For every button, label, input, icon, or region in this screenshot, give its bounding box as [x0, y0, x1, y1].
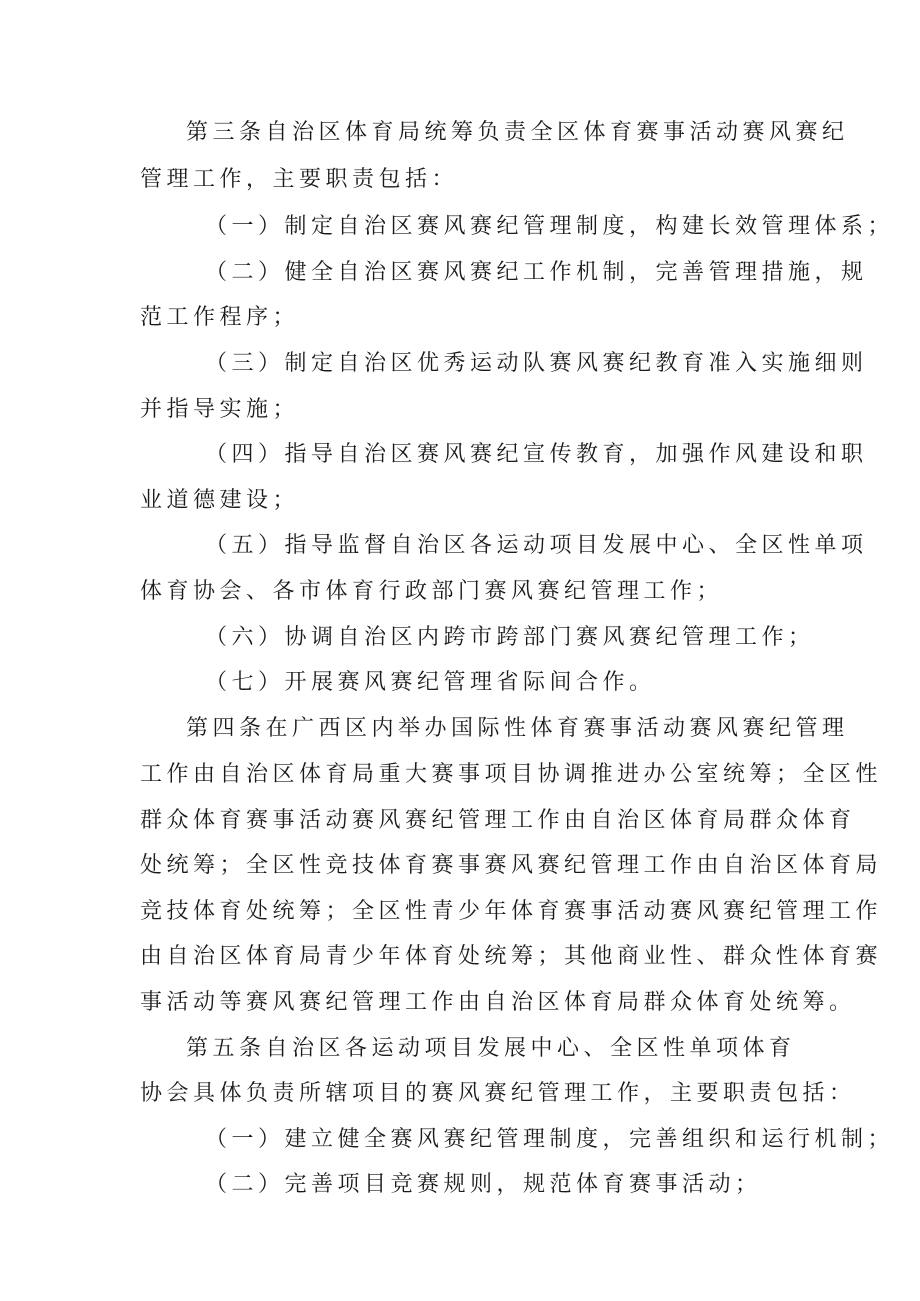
article-3-item: （一）制定自治区赛风赛纪管理制度，构建长效管理体系；	[205, 214, 895, 239]
article-4-line: 由自治区体育局青少年体育处统筹；其他商业性、群众性体育赛	[140, 944, 883, 969]
article-4-line: 事活动等赛风赛纪管理工作由自治区体育局群众体育处统筹。	[140, 990, 856, 1015]
article-3-item: （二）健全自治区赛风赛纪工作机制，完善管理措施，规	[205, 260, 868, 285]
article-4-line: 竞技体育处统筹；全区性青少年体育赛事活动赛风赛纪管理工作	[140, 899, 883, 924]
article-3-item-continuation: 并指导实施；	[140, 397, 300, 422]
article-3-item-continuation: 业道德建设；	[140, 488, 300, 513]
article-4-line: 工作由自治区体育局重大赛事项目协调推进办公室统筹；全区性	[140, 762, 883, 787]
article-3-item: （七）开展赛风赛纪管理省际间合作。	[205, 670, 656, 695]
article-5-heading-line: 协会具体负责所辖项目的赛风赛纪管理工作，主要职责包括：	[140, 1081, 856, 1106]
article-3-item-continuation: 范工作程序；	[140, 305, 300, 330]
article-4-line: 群众体育赛事活动赛风赛纪管理工作由自治区体育局群众体育	[140, 808, 856, 833]
article-3-item: （五）指导监督自治区各运动项目发展中心、全区性单项	[205, 533, 868, 558]
article-5-heading-line: 第五条自治区各运动项目发展中心、全区性单项体育	[186, 1036, 796, 1061]
article-5-item: （一）建立健全赛风赛纪管理制度，完善组织和运行机制；	[205, 1127, 895, 1152]
article-4-line: 第四条在广西区内举办国际性体育赛事活动赛风赛纪管理	[186, 716, 849, 741]
article-5-item: （二）完善项目竞赛规则，规范体育赛事活动；	[205, 1172, 762, 1197]
article-3-item: （六）协调自治区内跨市跨部门赛风赛纪管理工作；	[205, 625, 815, 650]
article-3-heading-line: 第三条自治区体育局统筹负责全区体育赛事活动赛风赛纪	[186, 120, 849, 145]
article-3-item: （四）指导自治区赛风赛纪宣传教育，加强作风建设和职	[205, 442, 868, 467]
article-3-item: （三）制定自治区优秀运动队赛风赛纪教育准入实施细则	[205, 351, 868, 376]
article-3-heading-line: 管理工作，主要职责包括：	[140, 167, 459, 192]
article-3-item-continuation: 体育协会、各市体育行政部门赛风赛纪管理工作；	[140, 579, 724, 604]
article-4-line: 处统筹；全区性竞技体育赛事赛风赛纪管理工作由自治区体育局	[140, 853, 883, 878]
